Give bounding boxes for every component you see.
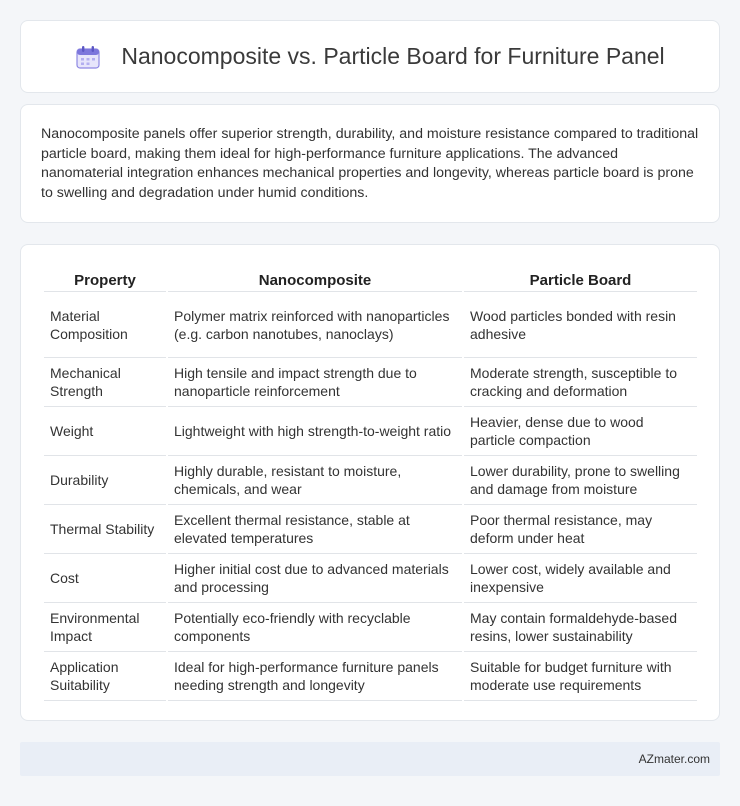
- calendar-icon: [75, 44, 101, 70]
- table-row: [44, 292, 697, 358]
- summary-card: [20, 104, 720, 223]
- property-cell: Thermal Stability: [44, 505, 166, 554]
- property-cell: Material Composition: [44, 292, 166, 358]
- property-cell: Environmental Impact: [44, 603, 166, 652]
- nanocomposite-cell: Polymer matrix reinforced with nanoparticles (e.g. carbon nanotubes, nanoclays): [168, 292, 462, 358]
- table-row: [44, 554, 697, 603]
- nanocomposite-cell: Potentially eco-friendly with recyclable components: [168, 603, 462, 652]
- title-card: [20, 20, 720, 93]
- header-nanocomposite: Nanocomposite: [168, 265, 462, 292]
- property-cell: Weight: [44, 407, 166, 456]
- nanocomposite-cell: Excellent thermal resistance, stable at elevated temperatures: [168, 505, 462, 554]
- table-header-row: [44, 265, 697, 292]
- table-row: [44, 603, 697, 652]
- table-row: [44, 407, 697, 456]
- header-property: Property: [44, 265, 166, 292]
- nanocomposite-cell: High tensile and impact strength due to nanoparticle reinforcement: [168, 358, 462, 407]
- table-row: [44, 652, 697, 701]
- title-wrap: [75, 43, 664, 70]
- particle-board-cell: Wood particles bonded with resin adhesive: [464, 292, 697, 358]
- footer-bar: [20, 742, 720, 776]
- particle-board-cell: Moderate strength, susceptible to cracking and deformation: [464, 358, 697, 407]
- comparison-table: [42, 265, 699, 701]
- nanocomposite-cell: Higher initial cost due to advanced materials and processing: [168, 554, 462, 603]
- comparison-table-card: [20, 244, 720, 721]
- header-particle-board: Particle Board: [464, 265, 697, 292]
- particle-board-cell: Lower cost, widely available and inexpensive: [464, 554, 697, 603]
- table-row: [44, 358, 697, 407]
- table-row: [44, 456, 697, 505]
- nanocomposite-cell: Highly durable, resistant to moisture, chemicals, and wear: [168, 456, 462, 505]
- property-cell: Durability: [44, 456, 166, 505]
- particle-board-cell: May contain formaldehyde-based resins, lower sustainability: [464, 603, 697, 652]
- particle-board-cell: Suitable for budget furniture with moderate use requirements: [464, 652, 697, 701]
- nanocomposite-cell: Ideal for high-performance furniture panels needing strength and longevity: [168, 652, 462, 701]
- nanocomposite-cell: Lightweight with high strength-to-weight ratio: [168, 407, 462, 456]
- property-cell: Cost: [44, 554, 166, 603]
- table-row: [44, 505, 697, 554]
- page-title: Nanocomposite vs. Particle Board for Furniture Panel: [121, 43, 665, 69]
- summary-text: Nanocomposite panels offer superior strength, durability, and moisture resistance compared to traditional particle board, making them ideal for high-performance furniture applications. The advanced nanomaterial integration enhances mechanical properties and longevity, whereas particle board is prone to swelling and degradation under humid conditions.: [41, 126, 699, 201]
- footer-brand[interactable]: AZmater.com: [638, 752, 710, 766]
- particle-board-cell: Poor thermal resistance, may deform under heat: [464, 505, 697, 554]
- particle-board-cell: Heavier, dense due to wood particle compaction: [464, 407, 697, 456]
- property-cell: Mechanical Strength: [44, 358, 166, 407]
- particle-board-cell: Lower durability, prone to swelling and damage from moisture: [464, 456, 697, 505]
- property-cell: Application Suitability: [44, 652, 166, 701]
